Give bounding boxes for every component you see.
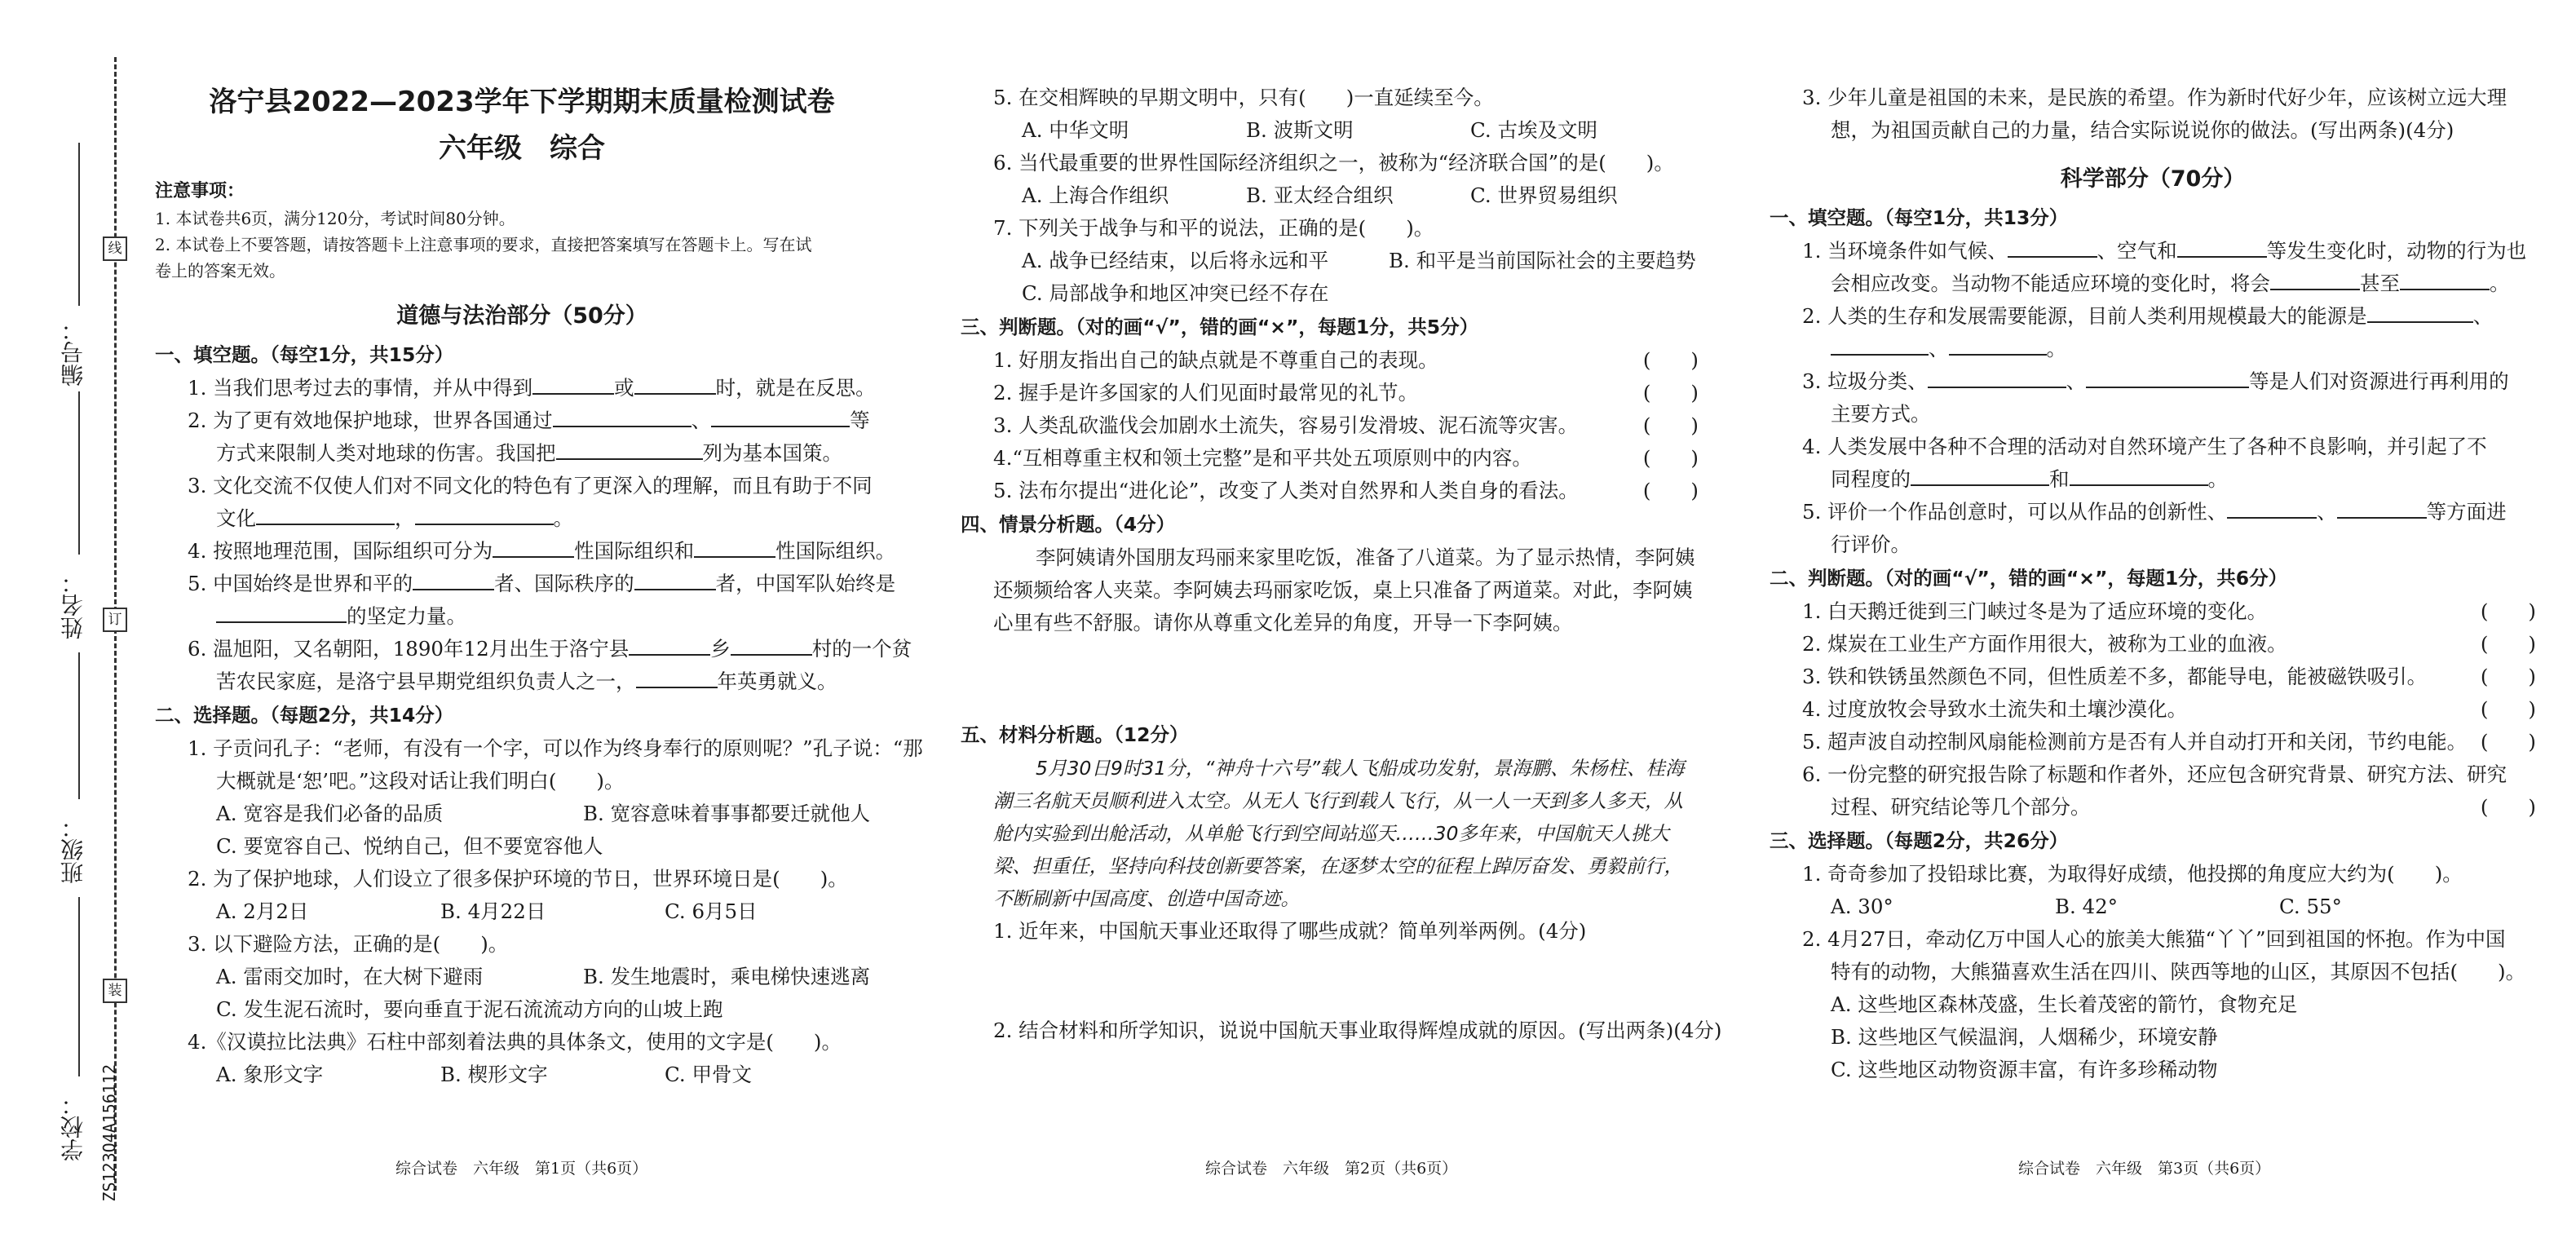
moral-section-5: 五、材料分析题。（12分） (961, 723, 1189, 746)
material-question-2: 2. 结合材料和所学知识，说说中国航天事业取得辉煌成就的原因。(写出两条)(4分) (993, 1019, 1722, 1042)
science-choice-2: 2. 4月27日，牵动亿万中国人心的旅美大熊猫“丫丫”回到祖国的怀抱。作为中国 (1802, 927, 2506, 951)
science-fill-1-cont: 会相应改变。当动物不能适应环境的变化时，将会 甚至 。 (1831, 272, 2510, 295)
science-judge-4: 4. 过度放牧会导致水土流失和土壤沙漠化。 ( ) (1802, 697, 2536, 721)
notice-heading: 注意事项： (155, 180, 245, 201)
field-class-label: 班级： (60, 815, 86, 884)
cut-mark-ding: 订 (103, 608, 127, 632)
moral-choice-6: 6. 当代最重要的世界性国际经济组织之一，被称为“经济联合国”的是( )。 (993, 151, 1674, 175)
footer-page-2: 综合试卷 六年级 第2页（共6页） (1205, 1160, 1458, 1178)
science-choice-1: 1. 奇奇参加了投铅球比赛，为取得好成绩，他投掷的角度应大约为( )。 (1802, 862, 2463, 886)
moral-judge-1: 1. 好朋友指出自己的缺点就是不尊重自己的表现。 ( ) (993, 348, 1699, 372)
moral-choice-7: 7. 下列关于战争与和平的说法，正确的是( )。 (993, 216, 1434, 240)
moral-judge-5: 5. 法布尔提出“进化论”，改变了人类对自然界和人类自身的看法。 ( ) (993, 479, 1699, 502)
moral-fill-3-cont: 文化 ， 。 (216, 506, 573, 530)
field-id-label: 编号： (60, 318, 86, 387)
science-judge-3: 3. 铁和铁锈虽然颜色不同，但性质差不多，都能导电，能被磁铁吸引。 ( ) (1802, 665, 2536, 688)
moral-fill-2: 2. 为了更有效地保护地球，世界各国通过 、 等 (188, 409, 870, 432)
footer-page-1: 综合试卷 六年级 第1页（共6页） (395, 1160, 648, 1178)
moral-choice-6-options: A. 上海合作组织 B. 亚太经合组织 C. 世界贸易组织 (1022, 183, 1618, 207)
science-fill-3: 3. 垃圾分类、 、 等是人们对资源进行再利用的 (1802, 369, 2509, 393)
moral-judge-4: 4.“互相尊重主权和领土完整”是和平共处五项原则中的内容。 ( ) (993, 446, 1699, 470)
moral-choice-7-option-c: C. 局部战争和地区冲突已经不存在 (1022, 281, 1329, 305)
moral-fill-5-cont: 的坚定力量。 (155, 600, 889, 633)
field-school-line (78, 897, 80, 1076)
science-choice-2-option-b: B. 这些地区气候温润，人烟稀少，环境安静 (1831, 1025, 2218, 1049)
science-fill-1: 1. 当环境条件如气候、 、空气和 等发生变化时，动物的行为也 (1802, 239, 2527, 263)
science-section-1: 一、填空题。（每空1分，共13分） (1770, 206, 2069, 229)
science-heading: 科学部分（70分） (2060, 166, 2246, 192)
exam-subtitle: 六年级 综合 (439, 132, 605, 165)
material-paragraph: 5月30日9时31分，“神舟十六号”载人飞船成功发射，景海鹏、朱杨柱、桂海潮三名航天员顺利进入太空。从无人飞行到载人飞行，从一人一天到多人多天，从舱内实验到出舱活动，从单舱飞行到空间站巡天……30多年来，中国航天人挑大梁、担重任，坚持向科技创新要答案，在逐梦太空的征程上踔厉奋发、勇毅前行，不断刷新中国高度、创造中国奇迹。 (993, 757, 1685, 910)
science-fill-4: 4. 人类发展中各种不合理的活动对自然环境产生了各种不良影响，并引起了不 (1802, 435, 2487, 458)
science-fill-4-cont: 同程度的 和 。 (1831, 467, 2228, 491)
moral-choice-1-cont: 大概就是‘恕’吧。”这段对话让我们明白( )。 (216, 769, 625, 793)
moral-judge-2: 2. 握手是许多国家的人们见面时最常见的礼节。 ( ) (993, 381, 1699, 404)
moral-choice-1-option-c: C. 要宽容自己、悦纳自己，但不要宽容他人 (216, 834, 603, 858)
moral-choice-5-options: A. 中华文明 B. 波斯文明 C. 古埃及文明 (1022, 118, 1597, 142)
science-fill-5-cont: 行评价。 (1831, 533, 1911, 556)
moral-choice-4: 4.《汉谟拉比法典》石柱中部刻着法典的具体条文，使用的文字是( )。 (188, 1030, 842, 1054)
moral-fill-5: 5. 中国始终是世界和平的 者、国际秩序的 者，中国军队始终是 (188, 572, 896, 595)
science-choice-1-options: A. 30° B. 42° C. 55° (1831, 895, 2342, 918)
notice-2b: 卷上的答案无效。 (155, 261, 285, 281)
moral-fill-4: 4. 按照地理范围，国际组织可分为 性国际组织和 性国际组织。 (188, 539, 896, 563)
moral-choice-2: 2. 为了保护地球，人们设立了很多保护环境的节日，世界环境日是( )。 (188, 867, 848, 891)
science-section-2: 二、判断题。（对的画“√”，错的画“×”，每题1分，共6分） (1770, 567, 2288, 590)
material-question-3: 3. 少年儿童是祖国的未来，是民族的希望。作为新时代好少年，应该树立远大理 (1802, 86, 2508, 109)
moral-choice-3: 3. 以下避险方法，正确的是( )。 (188, 932, 509, 956)
moral-choice-1: 1. 子贡问孔子：“老师，有没有一个字，可以作为终身奉行的原则呢？”孔子说：“那 (188, 736, 923, 760)
field-name-line (78, 391, 80, 555)
moral-choice-4-options: A. 象形文字 B. 楔形文字 C. 甲骨文 (216, 1063, 752, 1086)
moral-choice-7-options: A. 战争已经结束，以后将永远和平 B. 和平是当前国际社会的主要趋势 (1022, 249, 1696, 272)
moral-fill-2-cont: 方式来限制人类对地球的伤害。我国把 列为基本国策。 (216, 441, 842, 465)
field-name-label: 姓名： (60, 571, 86, 639)
moral-section-3: 三、判断题。（对的画“√”，错的画“×”，每题1分，共5分） (961, 316, 1479, 338)
science-choice-2-cont: 特有的动物，大熊猫喜欢生活在四川、陕西等地的山区，其原因不包括( )。 (1831, 960, 2526, 983)
notice-1: 1. 本试卷共6页，满分120分，考试时间80分钟。 (155, 209, 515, 228)
science-fill-5: 5. 评价一个作品创意时，可以从作品的创新性、 、 等方面进 (1802, 500, 2507, 524)
notice-2a: 2. 本试卷上不要答题，请按答题卡上注意事项的要求，直接把答案填写在答题卡上。写在试 (155, 235, 812, 254)
moral-choice-1-options: A. 宽容是我们必备的品质 B. 宽容意味着事事都要迁就他人 (216, 802, 871, 825)
moral-fill-6: 6. 温旭阳，又名朝阳，1890年12月出生于洛宁县 乡 村的一个贫 (188, 637, 912, 661)
binding-margin (0, 0, 155, 1242)
material-question-3-cont: 想，为祖国贡献自己的力量，结合实际说说你的做法。(写出两条)(4分) (1831, 118, 2454, 142)
material-question-1: 1. 近年来，中国航天事业还取得了哪些成就？简单列举两例。(4分) (993, 919, 1587, 943)
moral-choice-3-option-c: C. 发生泥石流时，要向垂直于泥石流流动方向的山坡上跑 (216, 997, 723, 1021)
science-judge-2: 2. 煤炭在工业生产方面作用很大，被称为工业的血液。 ( ) (1802, 632, 2536, 656)
cut-mark-zhuang: 装 (103, 979, 127, 1003)
footer-page-3: 综合试卷 六年级 第3页（共6页） (2018, 1160, 2271, 1178)
cut-mark-xian: 线 (103, 236, 127, 261)
moral-section-2: 二、选择题。（每题2分，共14分） (155, 704, 454, 727)
moral-fill-6-cont: 苦农民家庭，是洛宁县早期党组织负责人之一， 年英勇就义。 (216, 670, 837, 693)
moral-choice-2-options: A. 2月2日 B. 4月22日 C. 6月5日 (216, 899, 758, 923)
page-2 (961, 82, 1722, 1047)
science-judge-5: 5. 超声波自动控制风扇能检测前方是否有人并自动打开和关闭，节约电能。 ( ) (1802, 730, 2536, 754)
science-judge-6-cont: 过程、研究结论等几个部分。 ( ) (1831, 795, 2536, 819)
science-section-3: 三、选择题。（每题2分，共26分） (1770, 829, 2069, 852)
moral-heading: 道德与法治部分（50分） (396, 303, 647, 329)
paper-code: ZS123Q4A156112 (99, 1064, 119, 1202)
moral-judge-3: 3. 人类乱砍滥伐会加剧水土流失，容易引发滑坡、泥石流等灾害。 ( ) (993, 413, 1699, 437)
science-choice-2-option-a: A. 这些地区森林茂盛，生长着茂密的箭竹，食物充足 (1831, 992, 2298, 1016)
field-id-line (78, 143, 80, 306)
science-fill-2-cont: 、 。 (1770, 333, 2536, 365)
moral-fill-1: 1. 当我们思考过去的事情，并从中得到 或 时，就是在反思。 (188, 376, 876, 400)
science-fill-2: 2. 人类的生存和发展需要能源，目前人类利用规模最大的能源是 、 (1802, 304, 2494, 328)
exam-title: 洛宁县2022—2023学年下学期期末质量检测试卷 (209, 86, 835, 118)
page-1 (155, 82, 923, 1091)
science-judge-6: 6. 一份完整的研究报告除了标题和作者外，还应包含研究背景、研究方法、研究 (1802, 762, 2508, 786)
science-fill-3-cont: 主要方式。 (1831, 402, 1931, 426)
science-choice-2-option-c: C. 这些地区动物资源丰富，有许多珍稀动物 (1831, 1058, 2218, 1081)
scene-paragraph: 李阿姨请外国朋友玛丽来家里吃饭，准备了八道菜。为了显示热情，李阿姨还频频给客人夹菜。李阿姨去玛丽家吃饭，桌上只准备了两道菜。对此，李阿姨心里有些不舒服。请你从尊重文化差异的角度，开导一下李阿姨。 (993, 546, 1695, 634)
science-judge-1: 1. 白天鹅迁徙到三门峡过冬是为了适应环境的变化。 ( ) (1802, 599, 2536, 623)
moral-choice-5: 5. 在交相辉映的早期文明中，只有( )一直延续至今。 (993, 86, 1494, 109)
moral-section-1: 一、填空题。（每空1分，共15分） (155, 343, 454, 366)
field-school-label: 学校： (60, 1093, 86, 1161)
moral-choice-3-options: A. 雷雨交加时，在大树下避雨 B. 发生地震时，乘电梯快速逃离 (216, 965, 871, 988)
moral-fill-3: 3. 文化交流不仅使人们对不同文化的特色有了更深入的理解，而且有助于不同 (188, 474, 873, 497)
field-class-line (78, 652, 80, 799)
moral-section-4: 四、情景分析题。（4分） (961, 513, 1176, 536)
page-3 (1770, 82, 2536, 1086)
